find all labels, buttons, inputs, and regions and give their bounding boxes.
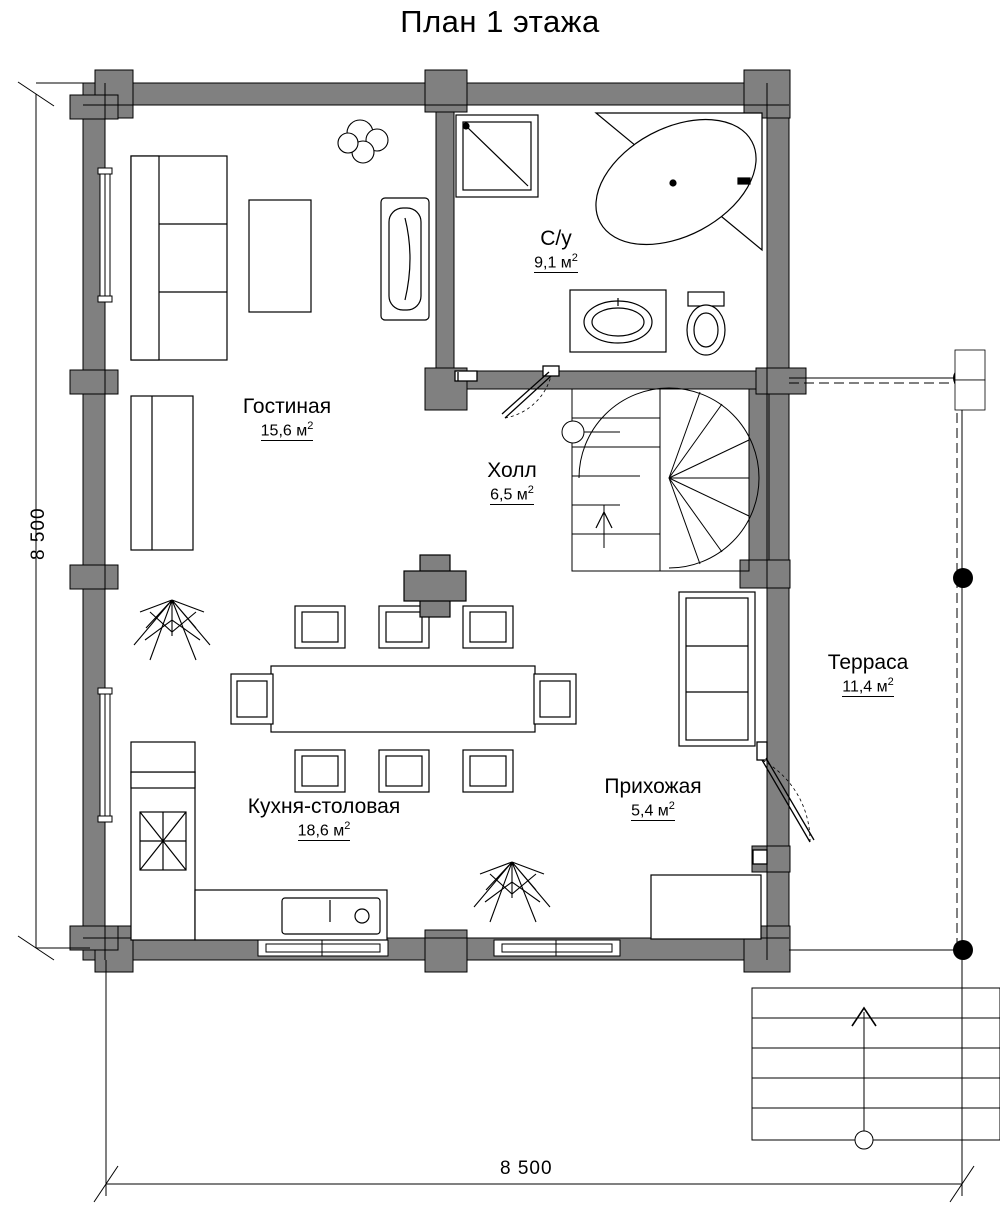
room-name: Холл: [487, 459, 537, 482]
room-area: 9,1 $м^2$: [534, 252, 578, 274]
room-label-terrace: [788, 650, 948, 697]
room-label-living: [197, 394, 377, 441]
bathroom-fixtures: [456, 94, 777, 355]
room-area: 6,5 $м^2$: [490, 484, 534, 506]
room-area: 11,4 $м^2$: [842, 676, 894, 698]
room-area: 18,6 $м^2$: [298, 820, 351, 842]
dimension-width: 8 500: [500, 1158, 553, 1179]
terrace-steps: [752, 988, 1000, 1149]
room-area: 15,6 $м^2$: [261, 420, 314, 442]
dimension-height: 8 500: [28, 507, 49, 560]
room-name: Прихожая: [604, 775, 702, 798]
room-name: С/у: [540, 227, 572, 250]
room-label-kitchen-dining: [194, 794, 454, 841]
room-label-hall: [432, 458, 592, 505]
room-label-entry: [568, 774, 738, 821]
page-title: План 1 этажа: [400, 4, 600, 39]
room-name: Терраса: [827, 651, 909, 674]
room-label-bathroom: [476, 226, 636, 273]
dining-set: [231, 555, 576, 792]
room-name: Гостиная: [242, 395, 332, 418]
room-name: Кухня-столовая: [247, 795, 401, 818]
entry-furniture: [651, 592, 761, 939]
room-area: 5,4 $м^2$: [631, 800, 675, 822]
